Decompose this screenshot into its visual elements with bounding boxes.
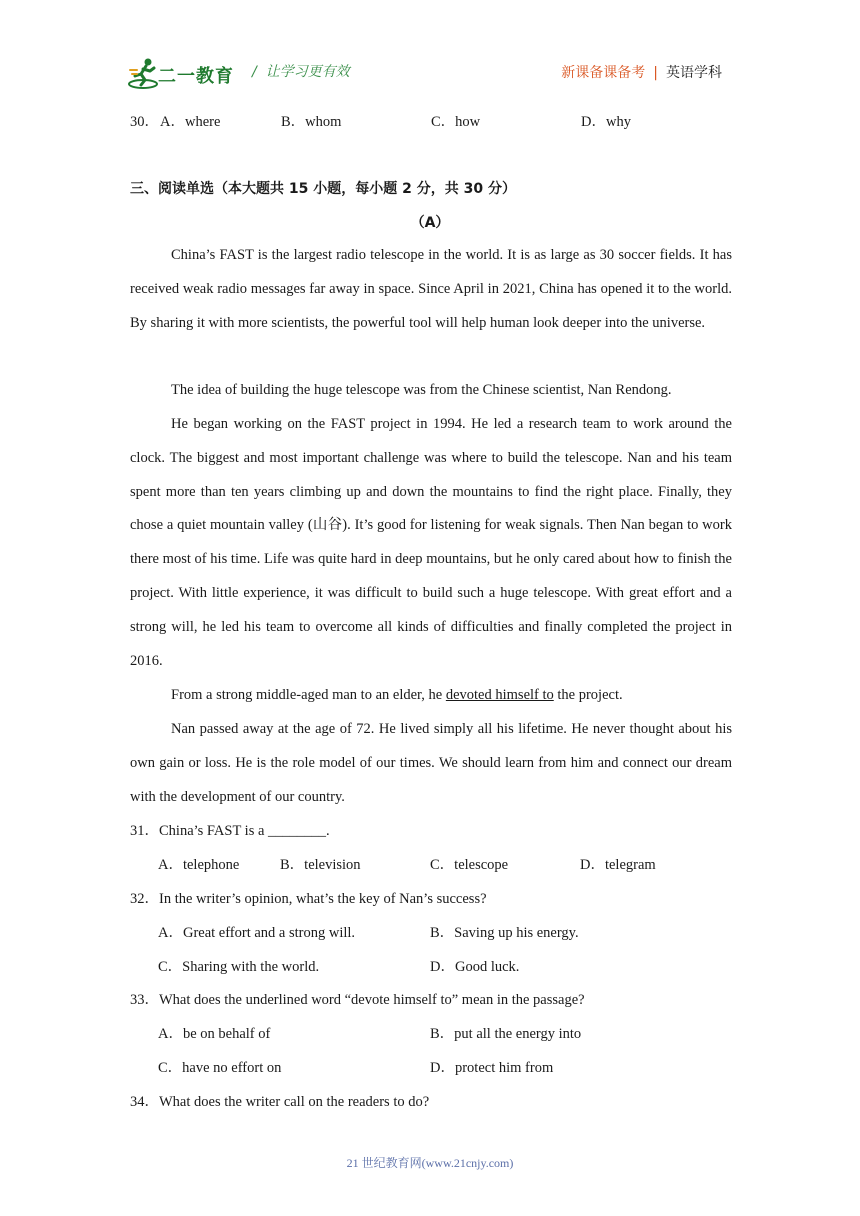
option-d: D．telegram [580, 857, 656, 873]
section-title: 三、阅读单选（本大题共 15 小题，每小题 2 分，共 30 分） [130, 181, 516, 197]
header-subject: 英语学科 [666, 65, 722, 81]
running-figure-icon [128, 56, 162, 90]
passage-paragraph-3: He began working on the FAST project in 1994. He led a research team to work around the clock. The biggest and most important challenge was where to build the telescope. Nan and his team spent more than ten years climbing up and down the mountains to find the right place. Finally, they chose a quiet mountain valley (山谷). It’s good for listening for weak signals. Then Nan began to work there most of his time. Life was quite hard in deep mountains, but he only cared about how to finish the project. With little experience, it was difficult to build such a huge telescope. With great effort and a strong will, he led his team to overcome all kinds of difficulties and finally completed the project in 2016. [130, 416, 732, 669]
question-stem: 34．What does the writer call on the readers to do? [130, 1094, 430, 1110]
paragraph-text: the project. [553, 687, 623, 703]
option-c: C．Sharing with the world. [158, 959, 320, 975]
paragraph-text: From a strong middle-aged man to an elder, he [171, 687, 446, 703]
option-d: D．protect him from [430, 1060, 554, 1076]
page-header [128, 52, 732, 92]
option-c: C．how [431, 114, 481, 130]
header-divider: | [653, 65, 658, 81]
option-a: A．Great effort and a strong will. [158, 925, 356, 941]
passage-paragraph-5: Nan passed away at the age of 72. He lived simply all his lifetime. He never thought about his own gain or loss. He is the role model of our times. We should learn from him and connect our dream with the development of our country. [130, 721, 732, 805]
option-c: C．have no effort on [158, 1060, 282, 1076]
passage-paragraph-2: The idea of building the huge telescope was from the Chinese scientist, Nan Rendong. [171, 382, 672, 398]
option-b: B．Saving up his energy. [430, 925, 579, 941]
header-course-info [561, 62, 722, 82]
option-a: A．be on behalf of [158, 1026, 271, 1042]
passage-paragraph-1: China’s FAST is the largest radio telescope in the world. It is as large as 30 soccer fields. It has received weak radio messages far away in space. Since April in 2021, China has opened it to the world. By sharing it with more scientists, the powerful tool will help human look deeper into the universe. [130, 247, 732, 331]
option-b: B．television [280, 857, 361, 873]
passage-paragraph-4 [130, 679, 732, 713]
option-c: C．telescope [430, 857, 509, 873]
header-course: 新课备课备考 [561, 65, 646, 81]
passage-label: （A） [410, 215, 450, 231]
option-b: B．whom [281, 114, 342, 130]
question-stem: 32．In the writer’s opinion, what’s the key of Nan’s success? [130, 891, 487, 907]
option-a: A．where [160, 114, 221, 130]
underlined-phrase: devoted himself to [445, 687, 554, 703]
question-stem: 31．China’s FAST is a ________. [130, 823, 330, 839]
question-stem: 33．What does the underlined word “devote himself to” mean in the passage? [130, 992, 585, 1008]
header-slogan: / 让学习更有效 [252, 64, 350, 80]
site-logo [128, 56, 243, 92]
slogan-text: 让学习更有效 [265, 64, 350, 80]
option-b: B．put all the energy into [430, 1026, 582, 1042]
option-d: D．why [581, 114, 631, 130]
logo-text: 二一教育 [158, 66, 234, 87]
page-footer: 21 世纪教育网(www.21cnjy.com) [346, 1156, 514, 1170]
question-number: 30． [130, 114, 159, 130]
option-a: A．telephone [158, 857, 240, 873]
option-d: D．Good luck. [430, 959, 520, 975]
